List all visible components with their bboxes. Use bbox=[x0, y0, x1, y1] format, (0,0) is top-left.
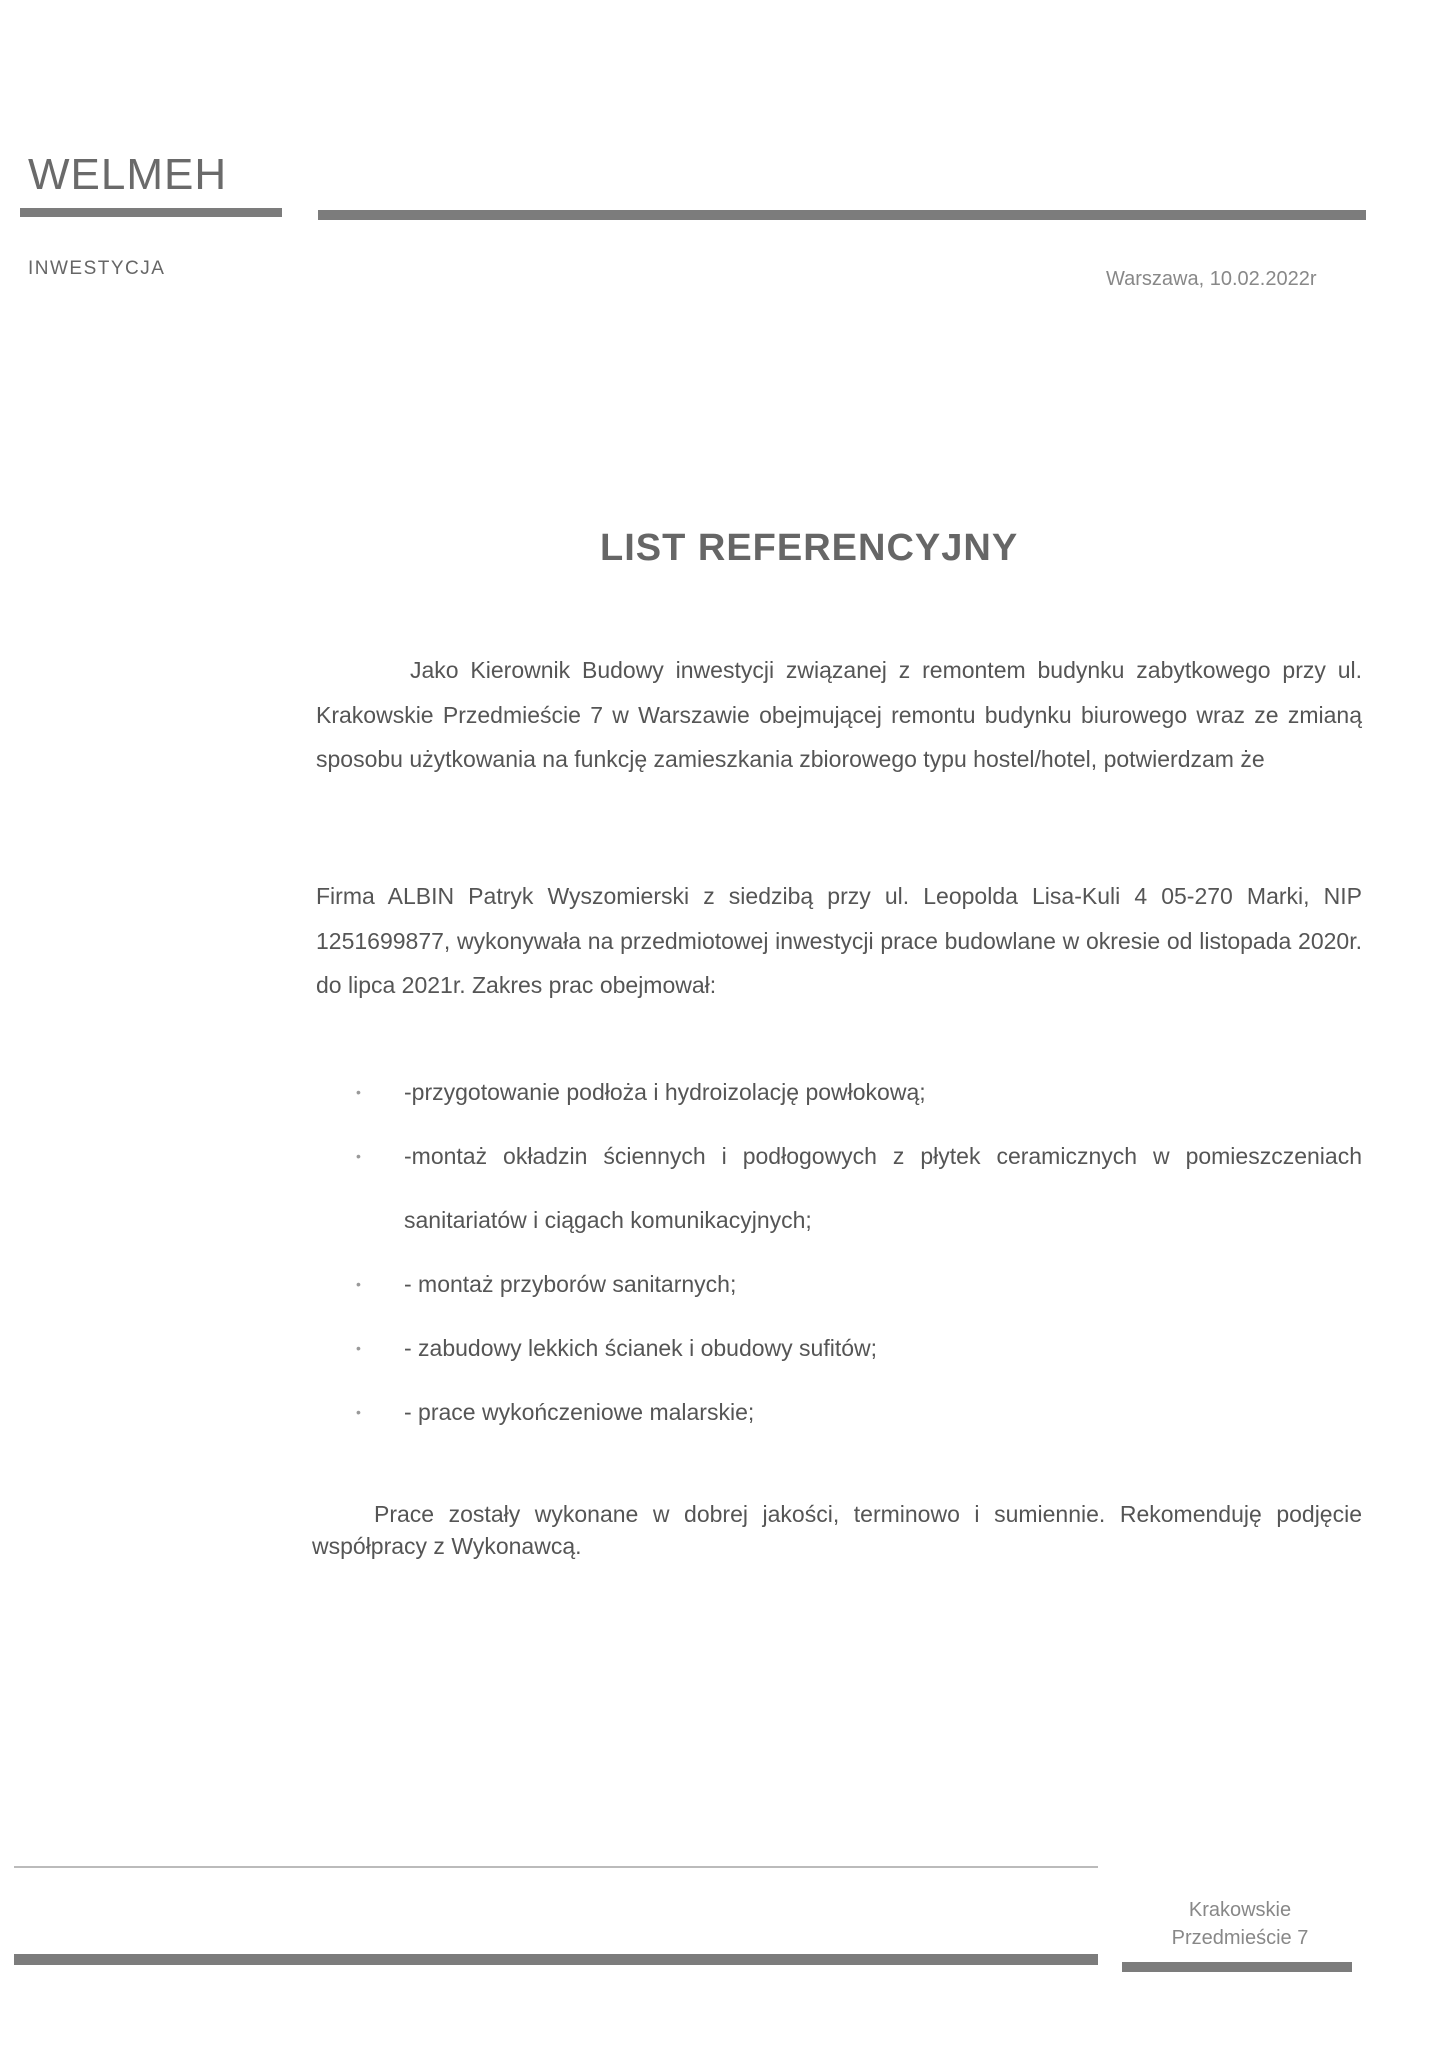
scope-item bbox=[356, 1316, 1362, 1380]
scope-item bbox=[356, 1252, 1362, 1316]
footer-rule-left bbox=[14, 1954, 1098, 1965]
scope-list bbox=[356, 1060, 1362, 1444]
footer-address-line1: Krakowskie bbox=[1188, 1899, 1292, 1921]
bullet-icon: • bbox=[356, 1148, 361, 1164]
scope-item-text: - prace wykończeniowe malarskie; bbox=[404, 1399, 755, 1425]
company-logo: WELMEH bbox=[28, 150, 228, 199]
contractor-paragraph: Firma ALBIN Patryk Wyszomierski z siedzibą przy ul. Leopolda Lisa-Kuli 4 05-270 Marki, NIP 1251699877, wykonywała na przedmiotowej inwestycji prace budowlane w okresie od listopada 2020r. do lipca 2021r. Zakres prac obejmował: bbox=[316, 883, 1362, 998]
bullet-icon: • bbox=[356, 1276, 361, 1292]
footer-rule-right bbox=[1122, 1962, 1352, 1972]
scope-item-text: -przygotowanie podłoża i hydroizolację powłokową; bbox=[404, 1079, 926, 1105]
company-subtitle: INWESTYCJA bbox=[28, 258, 166, 279]
footer-address bbox=[1140, 1896, 1340, 1952]
closing-paragraph: Prace zostały wykonane w dobrej jakości, terminowo i sumiennie. Rekomenduję podjęcie współpracy z Wykonawcą. bbox=[312, 1501, 1362, 1559]
header-rule-right bbox=[318, 210, 1366, 220]
place-date: Warszawa, 10.02.2022r bbox=[1106, 268, 1317, 290]
document-title: LIST REFERENCYJNY bbox=[600, 527, 1019, 569]
bullet-icon: • bbox=[356, 1084, 361, 1100]
footer-address-line2: Przedmieście 7 bbox=[1171, 1927, 1309, 1949]
scope-item-text: - zabudowy lekkich ścianek i obudowy sufitów; bbox=[404, 1335, 878, 1361]
header-rule-left bbox=[20, 208, 282, 217]
scope-item bbox=[356, 1124, 1362, 1252]
scope-item bbox=[356, 1060, 1362, 1124]
bullet-icon: • bbox=[356, 1340, 361, 1356]
footer-rule-thin bbox=[14, 1866, 1098, 1868]
intro-paragraph: Jako Kierownik Budowy inwestycji związanej z remontem budynku zabytkowego przy ul. Krakowskie Przedmieście 7 w Warszawie obejmującej remontu budynku biurowego wraz ze zmianą sposobu użytkowania na funkcję zamieszkania zbiorowego typu hostel/hotel, potwierdzam że bbox=[316, 657, 1362, 772]
scope-item-text: -montaż okładzin ściennych i podłogowych z płytek ceramicznych w pomieszczeniach sanitariatów i ciągach komunikacyjnych; bbox=[404, 1143, 1362, 1233]
scope-item bbox=[356, 1380, 1362, 1444]
scope-item-text: - montaż przyborów sanitarnych; bbox=[404, 1271, 737, 1297]
bullet-icon: • bbox=[356, 1404, 361, 1420]
